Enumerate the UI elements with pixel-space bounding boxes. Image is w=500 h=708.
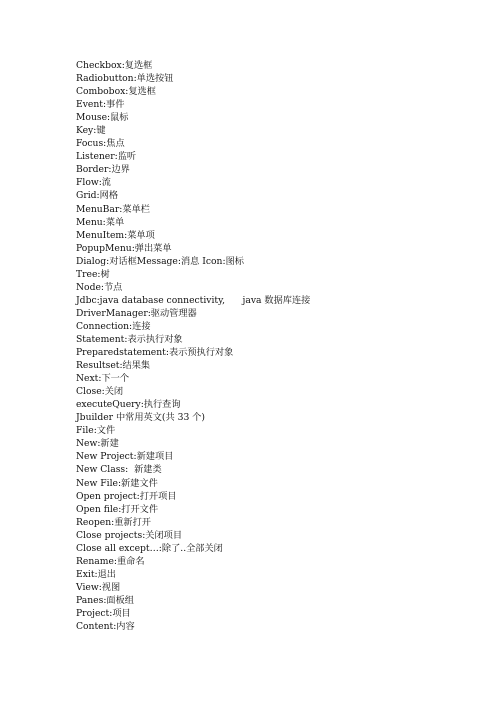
glossary-line: Tree:树 <box>76 268 110 280</box>
glossary-line: New Project:新建项目 <box>76 451 174 463</box>
glossary-line: Close all except…:除了..全部关闭 <box>76 542 223 554</box>
glossary-line: MenuBar:菜单栏 <box>76 203 150 215</box>
glossary-line: Jdbc:java database connectivity, java 数据库连接 <box>76 294 311 306</box>
glossary-line: Event:事件 <box>76 99 125 111</box>
glossary-line: Dialog:对话框Message:消息 Icon:图标 <box>76 255 244 267</box>
glossary-line: Reopen:重新打开 <box>76 516 151 528</box>
glossary-line: PopupMenu:弹出菜单 <box>76 242 172 254</box>
glossary-line: Checkbox:复选框 <box>76 60 153 71</box>
glossary-line: Panes:面板组 <box>76 594 134 606</box>
glossary-line: Close:关闭 <box>76 386 124 398</box>
glossary-line: Border:边界 <box>76 164 130 176</box>
glossary-line: Project:项目 <box>76 607 131 619</box>
glossary-line: Open file:打开文件 <box>76 503 159 515</box>
glossary-line: File:文件 <box>76 425 116 437</box>
section-heading: Jbuilder 中常用英文(共 33 个) <box>76 412 206 424</box>
glossary-line: Statement:表示执行对象 <box>76 333 183 345</box>
glossary-line: New Class: 新建类 <box>76 464 162 476</box>
glossary-line: Combobox:复选框 <box>76 86 156 98</box>
glossary-line: Next:下一个 <box>76 373 130 385</box>
glossary-line: View:视图 <box>76 581 121 593</box>
glossary-line: Rename:重命名 <box>76 555 145 567</box>
glossary-line: Resultset:结果集 <box>76 360 151 372</box>
glossary-line: New:新建 <box>76 438 119 450</box>
glossary-line: MenuItem:菜单项 <box>76 229 155 241</box>
glossary-list <box>76 59 310 633</box>
glossary-line: Grid:网格 <box>76 190 119 202</box>
glossary-line: Node:节点 <box>76 281 123 293</box>
glossary-line: Preparedstatement:表示预执行对象 <box>76 347 234 359</box>
glossary-line: Menu:菜单 <box>76 216 125 228</box>
glossary-line: Mouse:鼠标 <box>76 112 129 124</box>
glossary-line: Close projects:关闭项目 <box>76 529 183 541</box>
glossary-line: Connection:连接 <box>76 320 151 332</box>
glossary-line: Exit:退出 <box>76 568 116 580</box>
glossary-line: Focus:焦点 <box>76 138 125 150</box>
glossary-line: Radiobutton:单选按钮 <box>76 73 174 85</box>
glossary-line: Content:内容 <box>76 621 135 633</box>
glossary-line: Flow:流 <box>76 177 111 189</box>
glossary-line: Key:键 <box>76 125 106 137</box>
glossary-line: Listener:监听 <box>76 151 137 163</box>
glossary-line: New File:新建文件 <box>76 477 158 489</box>
glossary-line: DriverManager:驱动管理器 <box>76 307 197 319</box>
glossary-line: executeQuery:执行查询 <box>76 399 181 411</box>
glossary-line: Open project:打开项目 <box>76 490 177 502</box>
